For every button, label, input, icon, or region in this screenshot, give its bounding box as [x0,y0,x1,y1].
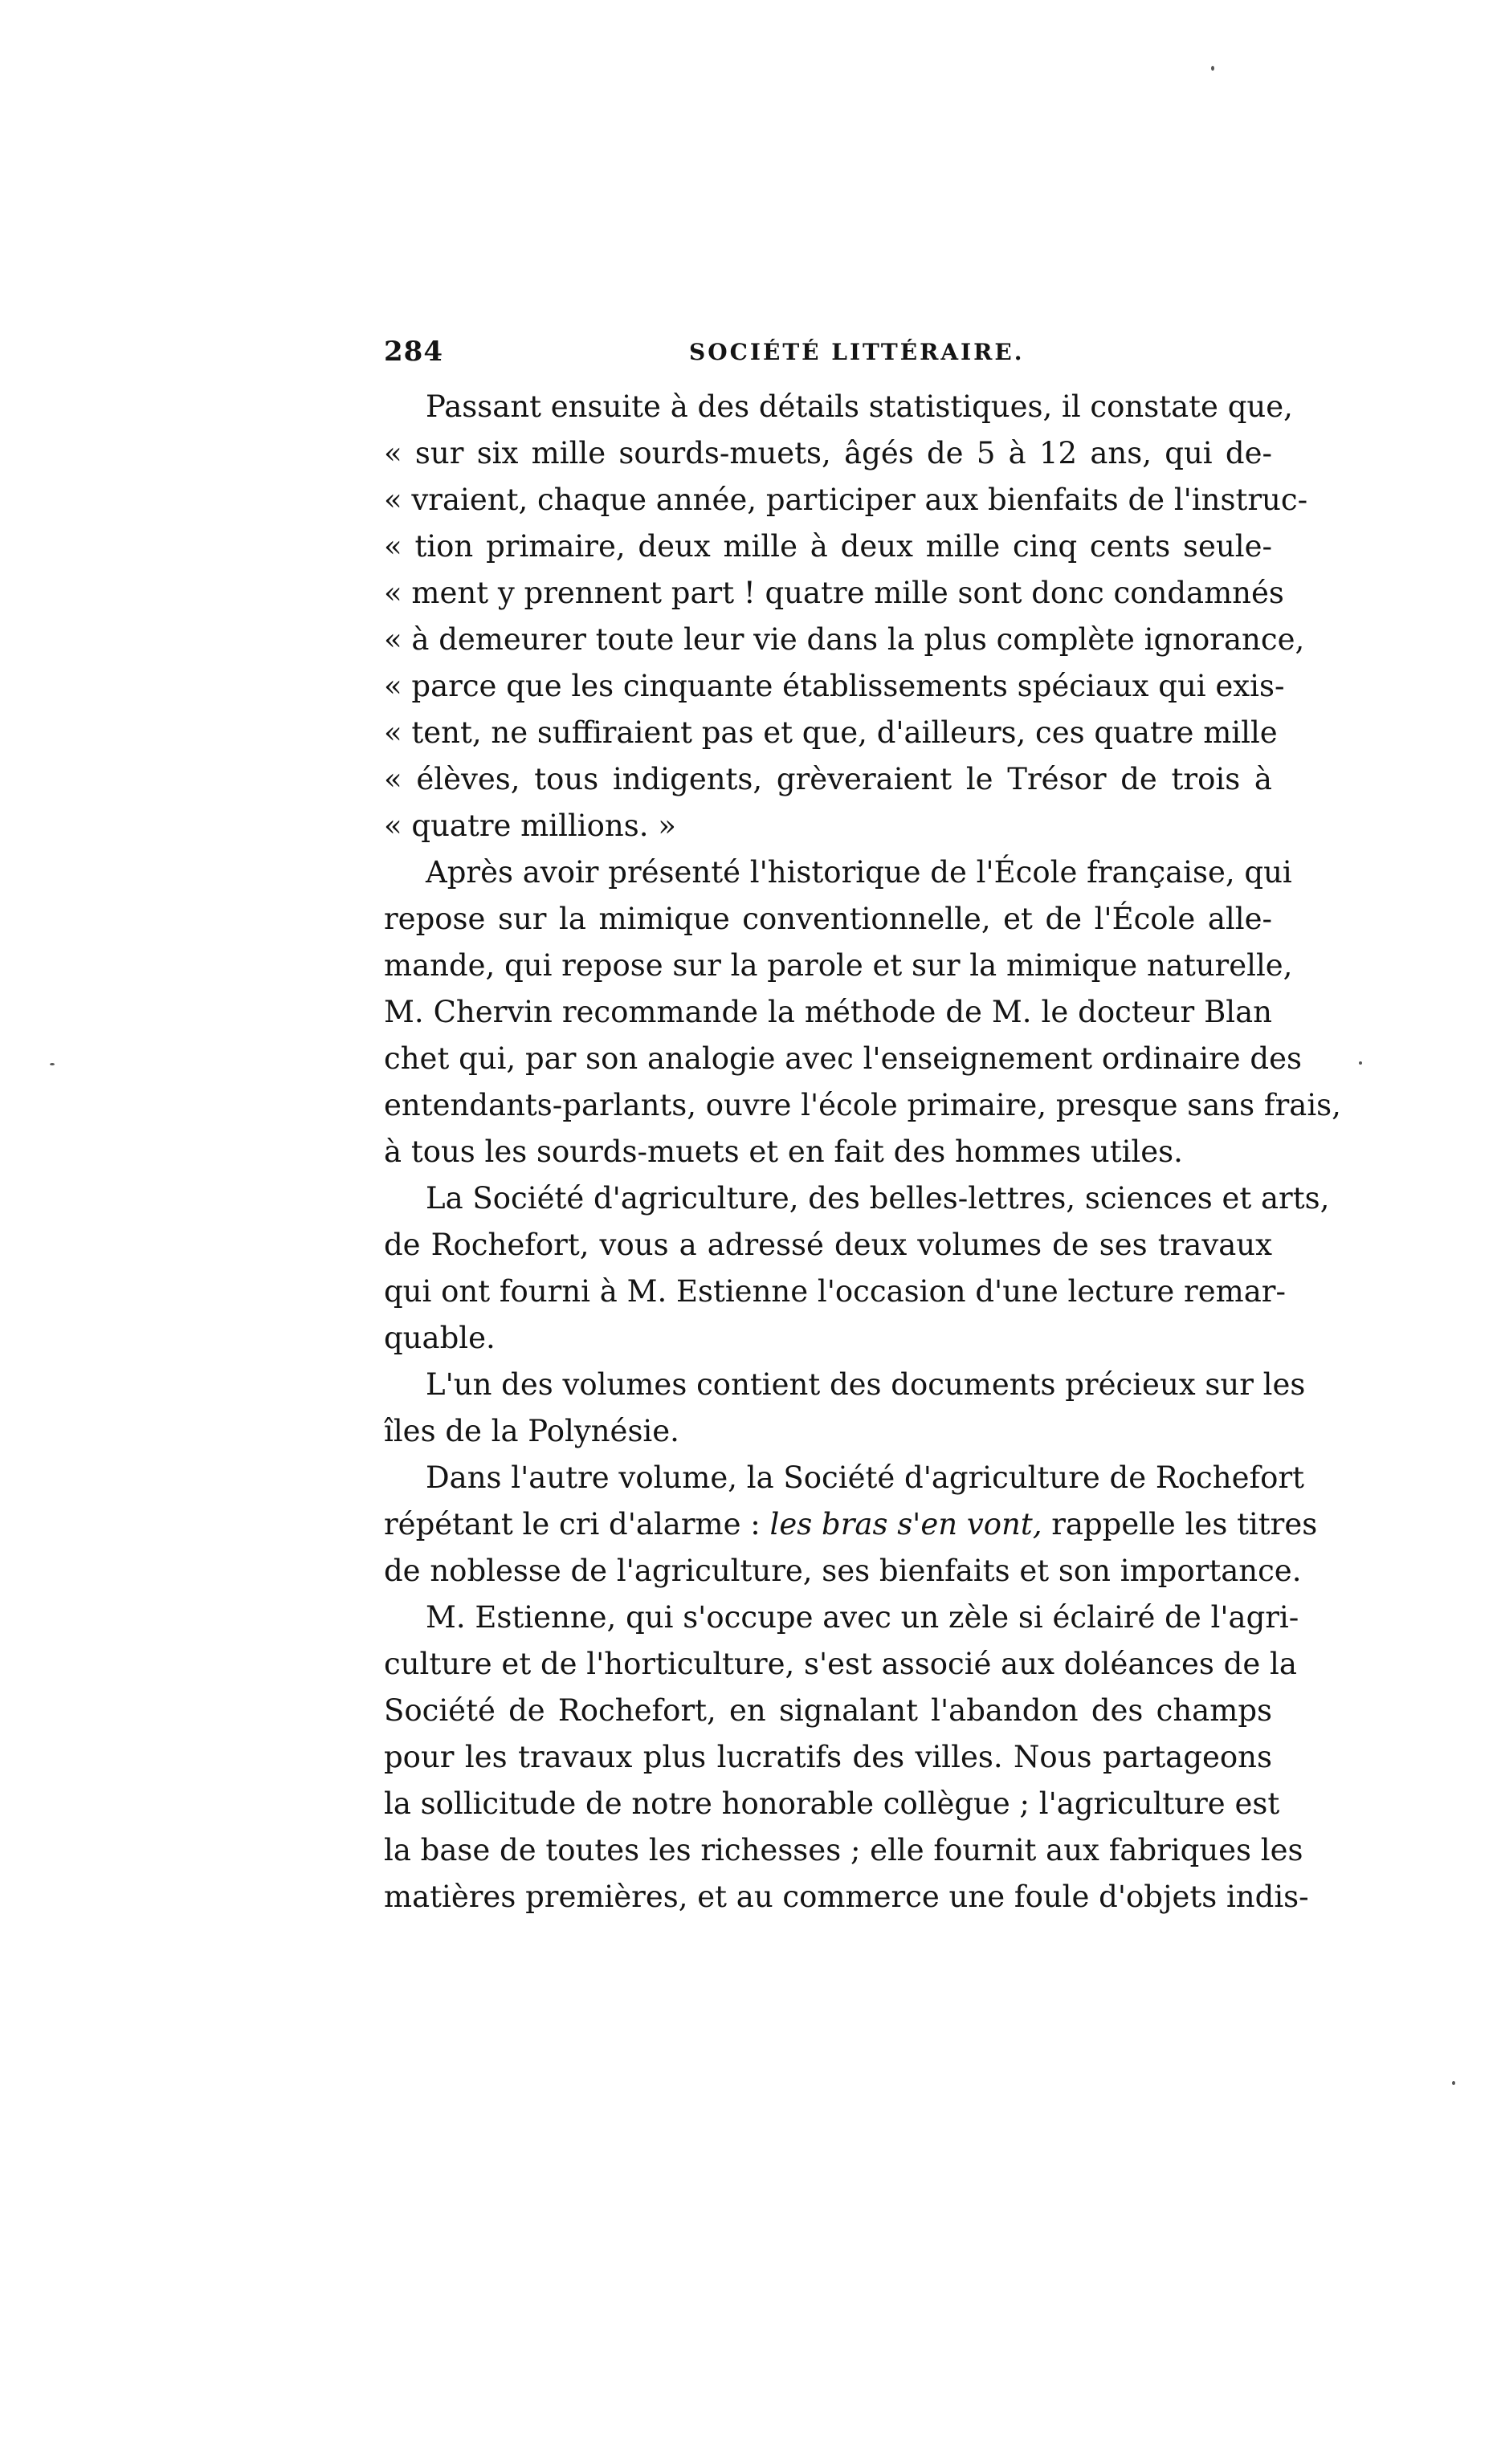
text-line: mande, qui repose sur la parole et sur la mimique naturelle, [384,948,1293,983]
text-line: de noblesse de l'agriculture, ses bienfaits et son importance. [384,1554,1302,1588]
text-line: « parce que les cinquante établissements spéciaux qui exis- [384,669,1285,703]
italic-phrase: les bras s'en vont, [769,1507,1042,1542]
text-line: « vraient, chaque année, participer aux bienfaits de l'instruc- [384,483,1308,517]
scan-speck [50,1063,55,1065]
paragraph-statistics [384,384,1308,849]
text-fragment: répétant le cri d'alarme : [384,1507,761,1542]
text-line: à tous les sourds-muets et en fait des hommes utiles. [384,1134,1183,1169]
scan-speck [1211,66,1214,71]
text-line: M. Chervin recommande la méthode de M. le docteur Blan [384,995,1272,1029]
page-header [384,336,1272,377]
text-line: chet qui, par son analogie avec l'enseignement ordinaire des [384,1041,1302,1076]
text-line: la base de toutes les richesses ; elle fournit aux fabriques les [384,1833,1303,1867]
text-line: pour les travaux plus lucratifs des villes. Nous partageons [384,1740,1272,1774]
text-line: quable. [384,1321,496,1355]
text-line: la sollicitude de notre honorable collègue ; l'agriculture est [384,1786,1280,1821]
text-line: « quatre millions. » [384,808,676,843]
text-line: entendants-parlants, ouvre l'école primaire, presque sans frais, [384,1088,1341,1122]
text-line: « tion primaire, deux mille à deux mille cinq cents seule- [384,529,1272,564]
text-line: « ment y prennent part ! quatre mille sont donc condamnés [384,576,1284,610]
text-line: culture et de l'horticulture, s'est associé aux doléances de la [384,1647,1297,1681]
scan-speck [1452,2081,1455,2085]
paragraph-alarm [384,1455,1318,1594]
body-text [384,384,1341,1920]
paragraph-schools [384,849,1341,1175]
scan-speck [1359,1061,1362,1065]
text-line: matières premières, et au commerce une foule d'objets indis- [384,1880,1309,1914]
text-line: « sur six mille sourds-muets, âgés de 5 à 12 ans, qui de- [384,436,1272,470]
text-line: Dans l'autre volume, la Société d'agriculture de Rochefort [426,1460,1305,1495]
text-line: qui ont fourni à M. Estienne l'occasion d'une lecture remar- [384,1274,1286,1309]
text-line: « tent, ne suffiraient pas et que, d'ailleurs, ces quatre mille [384,715,1278,750]
text-line-with-italic [384,1501,1318,1548]
paragraph-polynesia [384,1362,1306,1455]
page-number: 284 [384,336,443,368]
paragraph-estienne [384,1594,1309,1920]
text-line: « élèves, tous indigents, grèveraient le Trésor de trois à [384,762,1272,796]
text-fragment: rappelle les titres [1051,1507,1318,1542]
text-line: La Société d'agriculture, des belles-lettres, sciences et arts, [426,1181,1330,1216]
text-line: Après avoir présenté l'historique de l'École française, qui [426,855,1292,890]
paragraph-rochefort-society [384,1175,1330,1362]
text-line: repose sur la mimique conventionnelle, et de l'École alle- [384,902,1272,936]
text-line: îles de la Polynésie. [384,1414,679,1448]
running-head: SOCIÉTÉ LITTÉRAIRE. [689,339,1025,365]
text-line: Société de Rochefort, en signalant l'abandon des champs [384,1693,1272,1728]
text-line: « à demeurer toute leur vie dans la plus complète ignorance, [384,622,1305,657]
text-line: de Rochefort, vous a adressé deux volumes de ses travaux [384,1228,1272,1262]
text-line: Passant ensuite à des détails statistiques, il constate que, [426,389,1293,424]
text-line: M. Estienne, qui s'occupe avec un zèle si éclairé de l'agri- [426,1600,1299,1635]
text-line: L'un des volumes contient des documents précieux sur les [426,1367,1306,1402]
